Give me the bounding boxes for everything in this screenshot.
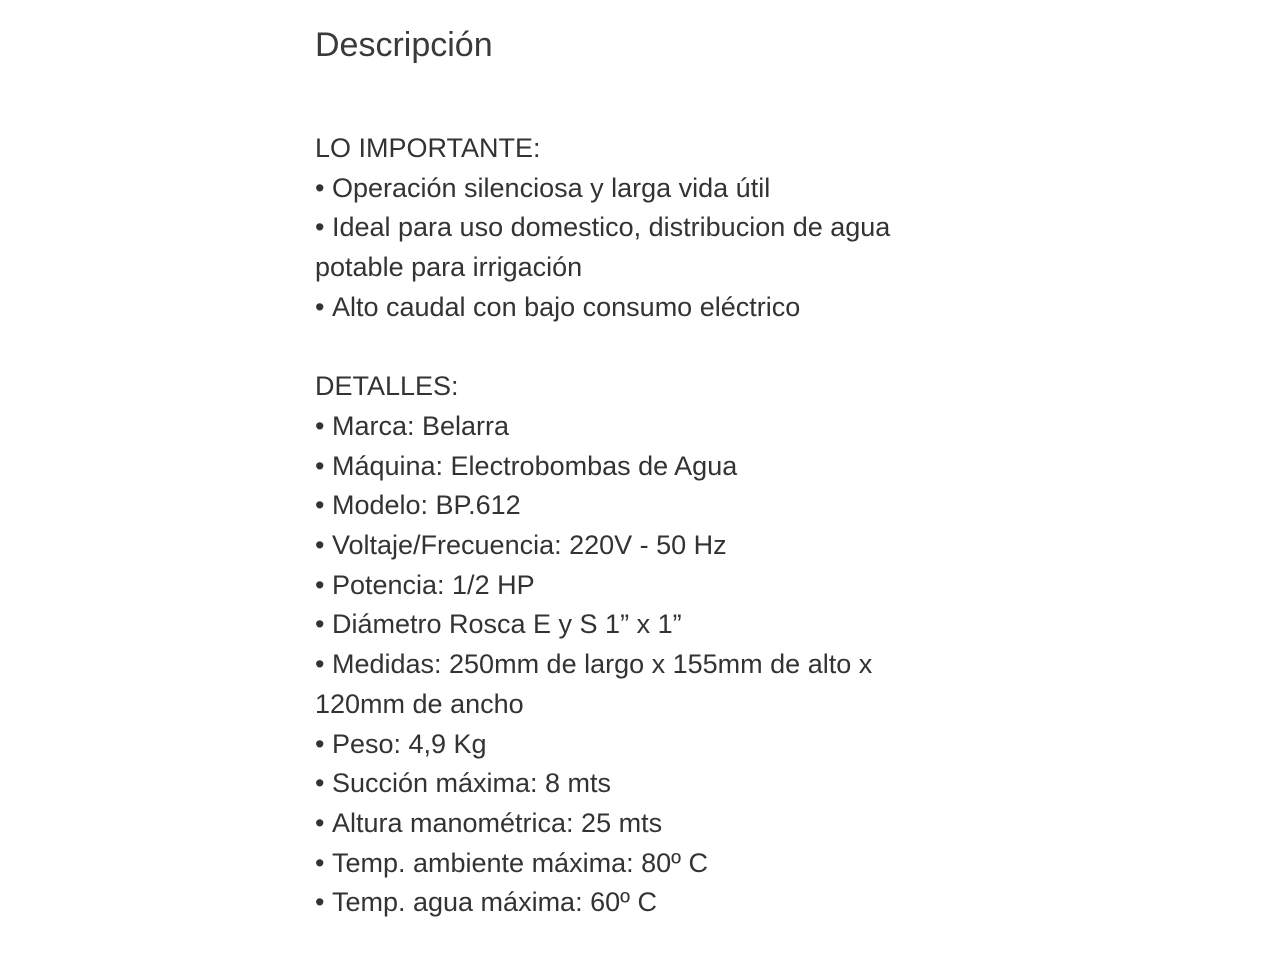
list-item: • Voltaje/Frecuencia: 220V - 50 Hz: [315, 526, 965, 566]
details-list: [315, 407, 965, 923]
list-item: • Alto caudal con bajo consumo eléctrico: [315, 288, 965, 328]
list-item: • Peso: 4,9 Kg: [315, 725, 965, 765]
description-title: Descripción: [315, 26, 493, 64]
list-item: • Diámetro Rosca E y S 1” x 1”: [315, 605, 965, 645]
list-item: • Ideal para uso domestico, distribucion de agua potable para irrigación: [315, 208, 965, 287]
list-item: • Temp. ambiente máxima: 80º C: [315, 844, 965, 884]
important-list: [315, 169, 965, 328]
list-item: • Máquina: Electrobombas de Agua: [315, 447, 965, 487]
list-item: • Temp. agua máxima: 60º C: [315, 883, 965, 923]
description-content: [315, 129, 965, 923]
section-spacer: [315, 328, 965, 368]
list-item: • Altura manométrica: 25 mts: [315, 804, 965, 844]
list-item: • Potencia: 1/2 HP: [315, 566, 965, 606]
details-heading: DETALLES:: [315, 371, 459, 402]
list-item: • Medidas: 250mm de largo x 155mm de alto x 120mm de ancho: [315, 645, 965, 724]
list-item: • Operación silenciosa y larga vida útil: [315, 169, 965, 209]
list-item: • Succión máxima: 8 mts: [315, 764, 965, 804]
important-heading: LO IMPORTANTE:: [315, 133, 541, 163]
list-item: • Modelo: BP.612: [315, 486, 965, 526]
list-item: • Marca: Belarra: [315, 407, 965, 447]
